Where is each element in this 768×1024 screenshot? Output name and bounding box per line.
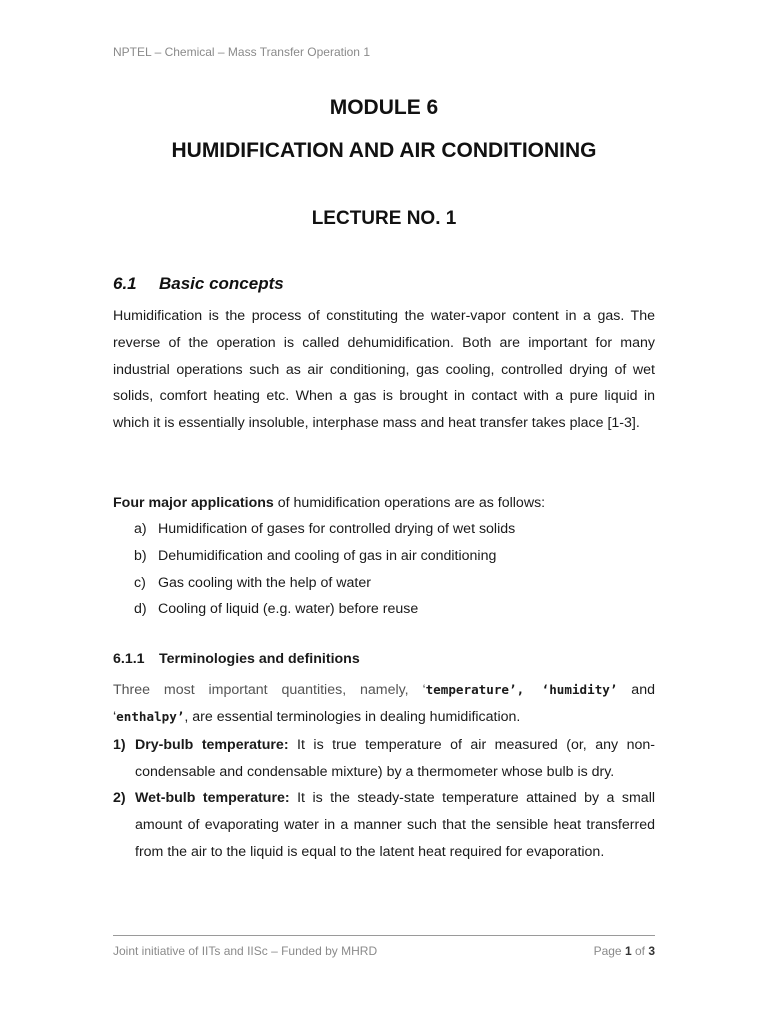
definition-body xyxy=(135,785,655,865)
page-number xyxy=(594,944,655,958)
list-item xyxy=(134,516,515,543)
list-item-text: Dehumidification and cooling of gas in air conditioning xyxy=(158,547,497,564)
terms-intro-paragraph xyxy=(113,677,655,731)
list-item-text: Cooling of liquid (e.g. water) before reuse xyxy=(158,601,419,618)
subsection-number: 6.1.1 xyxy=(113,651,145,667)
definition-marker: 2) xyxy=(113,790,126,806)
list-item-text: Gas cooling with the help of water xyxy=(158,574,371,591)
section-heading xyxy=(113,274,284,294)
applications-lead-bold: Four major applications xyxy=(113,495,274,511)
section-number: 6.1 xyxy=(113,274,137,293)
list-marker: b) xyxy=(134,547,147,564)
footer-funding-note: Joint initiative of IITs and IISc – Funded by MHRD xyxy=(113,944,378,958)
definition-text: It is the steady-state temperature attained by a small amount of evaporating water in a manner such that the sensible heat transferred from the air to the liquid is equal to the latent heat required for evaporation. xyxy=(135,790,655,860)
intro-paragraph: Humidification is the process of constituting the water-vapor content in a gas. The reverse of the operation is called dehumidification. Both are important for many industrial operations such as air conditioning, gas cooling, controlled drying of wet solids, comfort heating etc. When a gas is brought in contact with a pure liquid in which it is essentially insoluble, interphase mass and heat transfer takes place [1-3]. xyxy=(113,308,655,432)
subsection-heading xyxy=(113,651,360,667)
module-title: MODULE 6 xyxy=(329,96,439,119)
definition-item xyxy=(113,785,655,865)
page-total: 3 xyxy=(648,944,655,958)
definition-term: Wet-bulb temperature: xyxy=(135,790,290,806)
applications-list xyxy=(134,516,515,623)
page-prefix: Page xyxy=(593,944,625,958)
applications-intro xyxy=(113,490,545,517)
module-topic-title: HUMIDIFICATION AND AIR CONDITIONING xyxy=(171,139,597,162)
term-enthalpy: enthalpy’ xyxy=(116,708,185,724)
page-header: NPTEL – Chemical – Mass Transfer Operation 1 xyxy=(113,45,370,59)
subsection-title-text: Terminologies and definitions xyxy=(159,651,360,667)
section-title-text: Basic concepts xyxy=(159,274,284,293)
footer-divider xyxy=(113,935,655,936)
list-marker: c) xyxy=(134,574,146,591)
terms-intro-rest: , are essential terminologies in dealing humidification. xyxy=(184,708,521,725)
definition-text: It is true temperature of air measured (or, any non-condensable and condensable mixture) by a thermometer whose bulb is dry. xyxy=(135,737,655,780)
page-current: 1 xyxy=(624,944,632,958)
applications-lead-rest: of humidification operations are as follows: xyxy=(273,495,546,511)
page-mid: of xyxy=(631,944,649,958)
list-item xyxy=(134,596,515,623)
list-item xyxy=(134,543,515,570)
definition-body xyxy=(135,732,655,786)
definition-item xyxy=(113,732,655,786)
terms-intro-lead: Three most important quantities, namely, ‘ xyxy=(113,682,426,698)
list-marker: d) xyxy=(134,601,147,618)
term-temperature-humidity: temperature’, ‘humidity’ xyxy=(425,682,618,697)
terms-intro-mid: and ‘ xyxy=(113,682,655,725)
definition-term: Dry-bulb temperature: xyxy=(135,737,289,753)
list-marker: a) xyxy=(134,521,147,537)
list-item-text: Humidification of gases for controlled drying of wet solids xyxy=(158,521,516,537)
definition-marker: 1) xyxy=(113,737,126,753)
lecture-title: LECTURE NO. 1 xyxy=(311,208,457,229)
list-item xyxy=(134,570,515,597)
